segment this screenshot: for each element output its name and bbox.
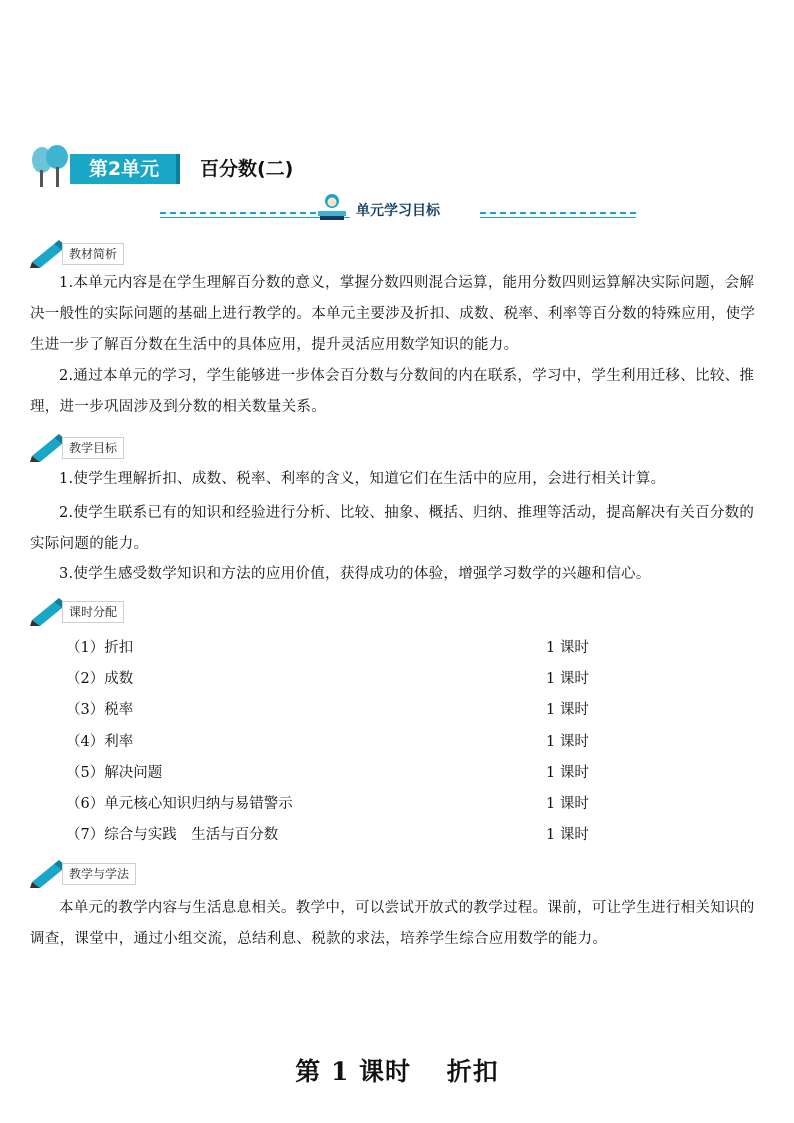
objectives-paragraph-2: 2.使学生联系已有的知识和经验进行分析、比较、抽象、概括、归纳、推理等活动，提高解决有关百分数的实际问题的能力。 — [30, 505, 755, 552]
lesson-hours: 1 课时 — [546, 796, 589, 812]
lesson-hours: 1 课时 — [546, 734, 589, 750]
section-heading-schedule — [30, 598, 160, 624]
lesson-hours: 1 课时 — [546, 640, 589, 656]
student-reading-icon — [312, 192, 352, 222]
schedule-row — [66, 789, 626, 819]
lesson-hours: 1 课时 — [546, 827, 589, 843]
section-label: 课时分配 — [62, 601, 124, 623]
lesson-name: （3）税率 — [66, 702, 134, 718]
schedule-row — [66, 820, 626, 850]
lesson-hours: 1 课时 — [546, 765, 589, 781]
section-label: 教学目标 — [62, 437, 124, 459]
schedule-row — [66, 695, 626, 725]
lesson-name: （7）综合与实践 生活与百分数 — [66, 827, 279, 843]
section-heading-methods — [30, 860, 160, 886]
objectives-paragraph-1: 1.使学生理解折扣、成数、税率、利率的含义，知道它们在生活中的应用，会进行相关计算。 — [59, 471, 666, 487]
lesson-name: （2）成数 — [66, 671, 134, 687]
lesson-name: （6）单元核心知识归纳与易错警示 — [66, 796, 293, 812]
unit-badge-accent — [176, 154, 180, 184]
banner-label: 单元学习目标 — [356, 203, 440, 219]
materials-paragraph-1: 1.本单元内容是在学生理解百分数的意义，掌握分数四则混合运算，能用分数四则运算解决实际问题，会解决一般性的实际问题的基础上进行教学的。本单元主要涉及折扣、成数、税率、利率等百分数的特殊应用，使学生进一步了解百分数在生活中的具体应用，提升灵活应用数学知识的能力。 — [30, 275, 756, 353]
unit-title: 百分数(二) — [200, 158, 294, 180]
tree-icon — [30, 144, 70, 188]
section-heading-objectives — [30, 434, 160, 460]
lesson-name: （4）利率 — [66, 734, 134, 750]
schedule-row — [66, 727, 626, 757]
lesson-hours: 1 课时 — [546, 702, 589, 718]
unit-header — [30, 140, 430, 188]
lesson-hours: 1 课时 — [546, 671, 589, 687]
schedule-row — [66, 633, 626, 663]
lesson-name: （5）解决问题 — [66, 765, 163, 781]
section-label: 教学与学法 — [62, 863, 136, 885]
lesson-title: 第 1 课时 折扣 — [295, 1057, 499, 1086]
methods-paragraph-1: 本单元的教学内容与生活息息相关。教学中，可以尝试开放式的教学过程。课前，可让学生进行相关知识的调查，课堂中，通过小组交流，总结利息、税款的求法，培养学生综合应用数学的能力。 — [30, 900, 755, 947]
lesson-name: （1）折扣 — [66, 640, 134, 656]
section-heading-materials — [30, 240, 160, 266]
unit-badge: 第2单元 — [70, 154, 178, 184]
objectives-paragraph-3: 3.使学生感受数学知识和方法的应用价值，获得成功的体验，增强学习数学的兴趣和信心。 — [59, 566, 651, 582]
schedule-row — [66, 664, 626, 694]
unit-goals-banner — [160, 192, 636, 226]
section-label: 教材简析 — [62, 243, 124, 265]
schedule-row — [66, 758, 626, 788]
materials-paragraph-2: 2.通过本单元的学习，学生能够进一步体会百分数与分数间的内在联系，学习中，学生利用迁移、比较、推理，进一步巩固涉及到分数的相关数量关系。 — [30, 368, 755, 415]
